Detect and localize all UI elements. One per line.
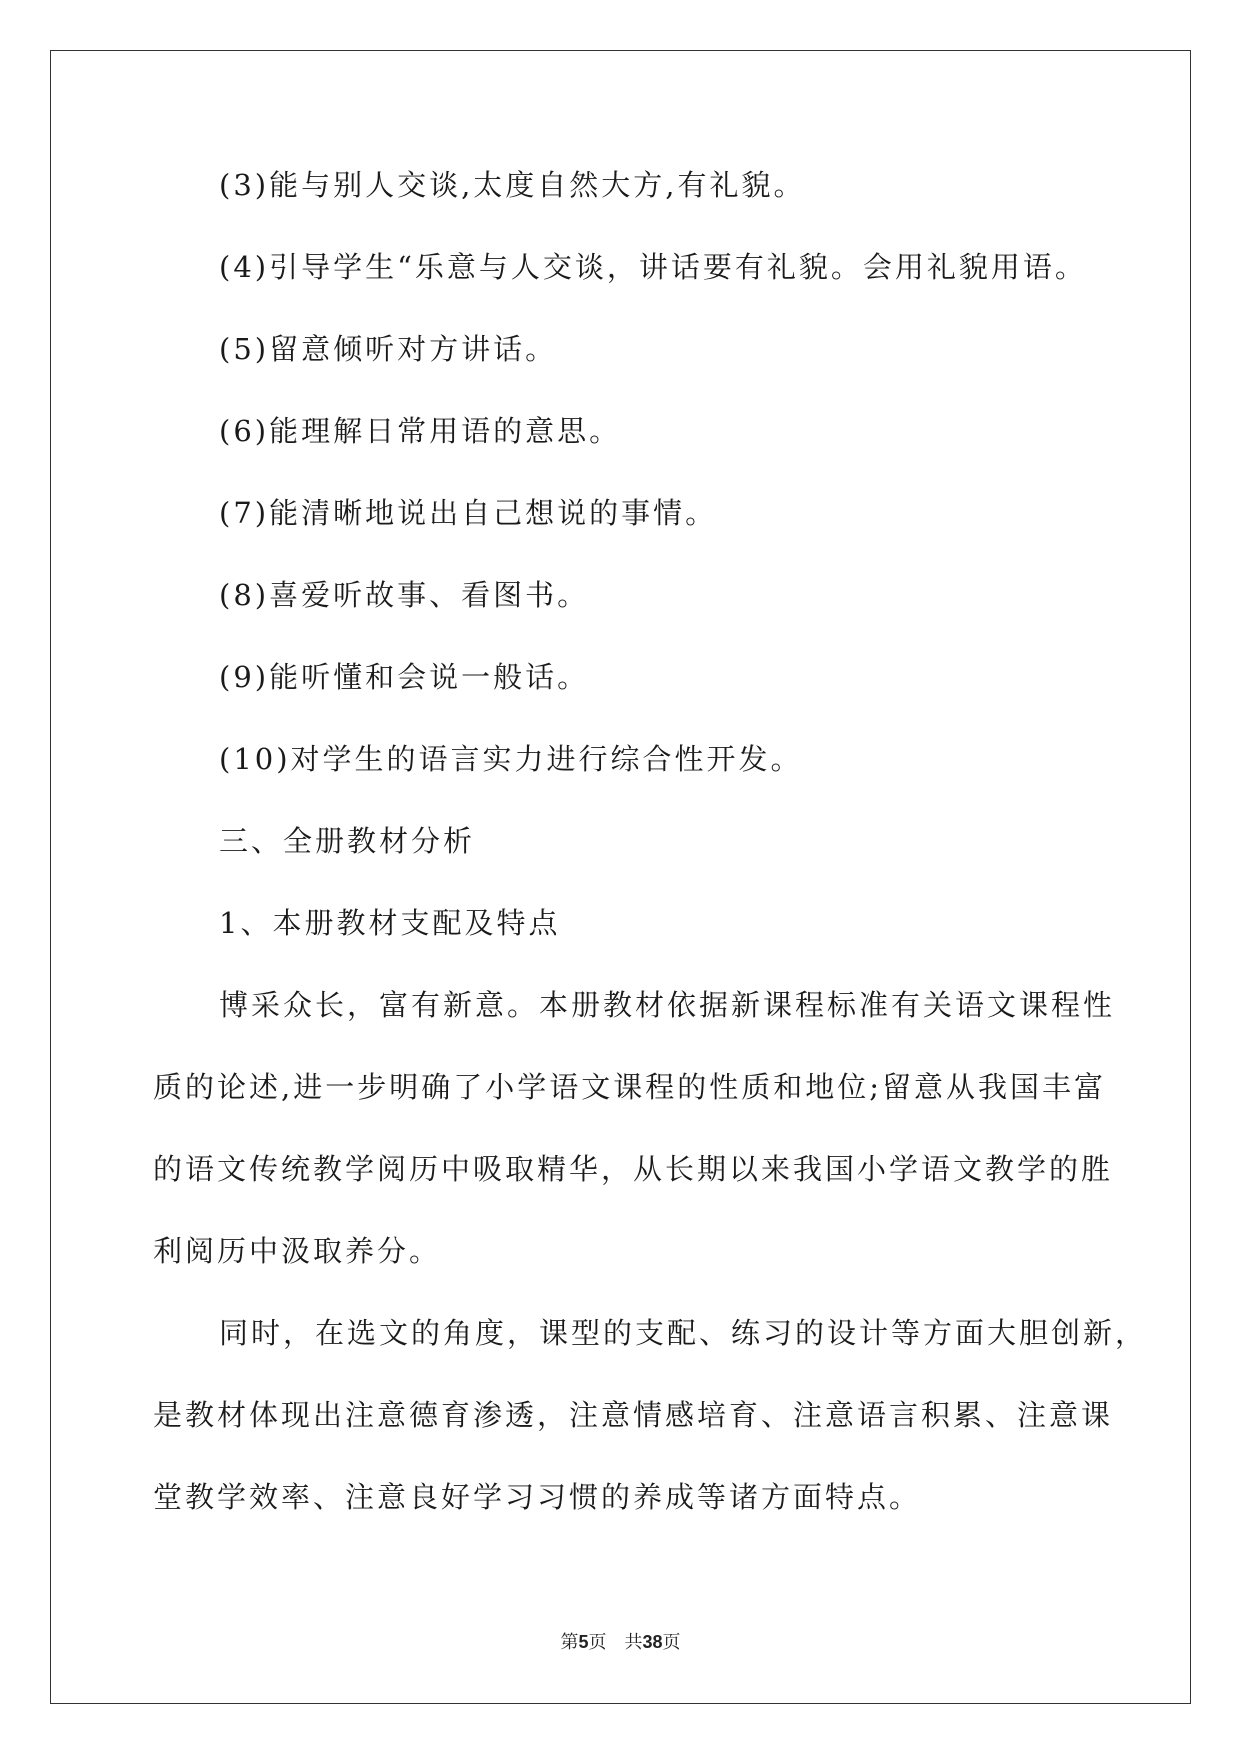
footer-prefix: 第 (560, 1632, 579, 1653)
paragraph-line: (10)对学生的语言实力进行综合性开发。 (219, 742, 803, 776)
page-footer (0, 1628, 1241, 1654)
paragraph-line: (9)能听懂和会说一般话。 (219, 660, 590, 694)
paragraph-line: (5)留意倾听对方讲话。 (219, 332, 558, 366)
footer-total-prefix: 共 (624, 1632, 643, 1653)
paragraph-line: 博采众长，富有新意。本册教材依据新课程标准有关语文课程性 (219, 988, 1116, 1022)
paragraph-line: (3)能与别人交谈,太度自然大方,有礼貌。 (219, 168, 806, 202)
paragraph-line: 堂教学效率、注意良好学习习惯的养成等诸方面特点。 (153, 1480, 922, 1514)
paragraph-line: (6)能理解日常用语的意思。 (219, 414, 622, 448)
paragraph-line: (8)喜爱听故事、看图书。 (219, 578, 590, 612)
paragraph-line: 利阅历中汲取养分。 (153, 1234, 442, 1268)
current-page-number: 5 (578, 1632, 589, 1652)
paragraph-line: 的语文传统教学阅历中吸取精华，从长期以来我国小学语文教学的胜 (153, 1152, 1114, 1186)
footer-page-suffix: 页 (588, 1632, 607, 1653)
footer-total-suffix: 页 (662, 1632, 681, 1653)
paragraph-line: 是教材体现出注意德育渗透，注意情感培育、注意语言积累、注意课 (153, 1398, 1114, 1432)
paragraph-line: (4)引导学生“乐意与人交谈，讲话要有礼貌。会用礼貌用语。 (219, 250, 1087, 284)
subsection-heading: 1、本册教材支配及特点 (219, 906, 561, 940)
document-body (153, 165, 1148, 1559)
paragraph-line: 同时，在选文的角度，课型的支配、练习的设计等方面大胆创新， (219, 1316, 1148, 1350)
section-heading: 三、全册教材分析 (219, 824, 476, 858)
total-page-count: 38 (642, 1632, 663, 1652)
paragraph-line: 质的论述,进一步明确了小学语文课程的性质和地位;留意从我国丰富 (153, 1070, 1106, 1104)
paragraph-line: (7)能清晰地说出自己想说的事情。 (219, 496, 718, 530)
